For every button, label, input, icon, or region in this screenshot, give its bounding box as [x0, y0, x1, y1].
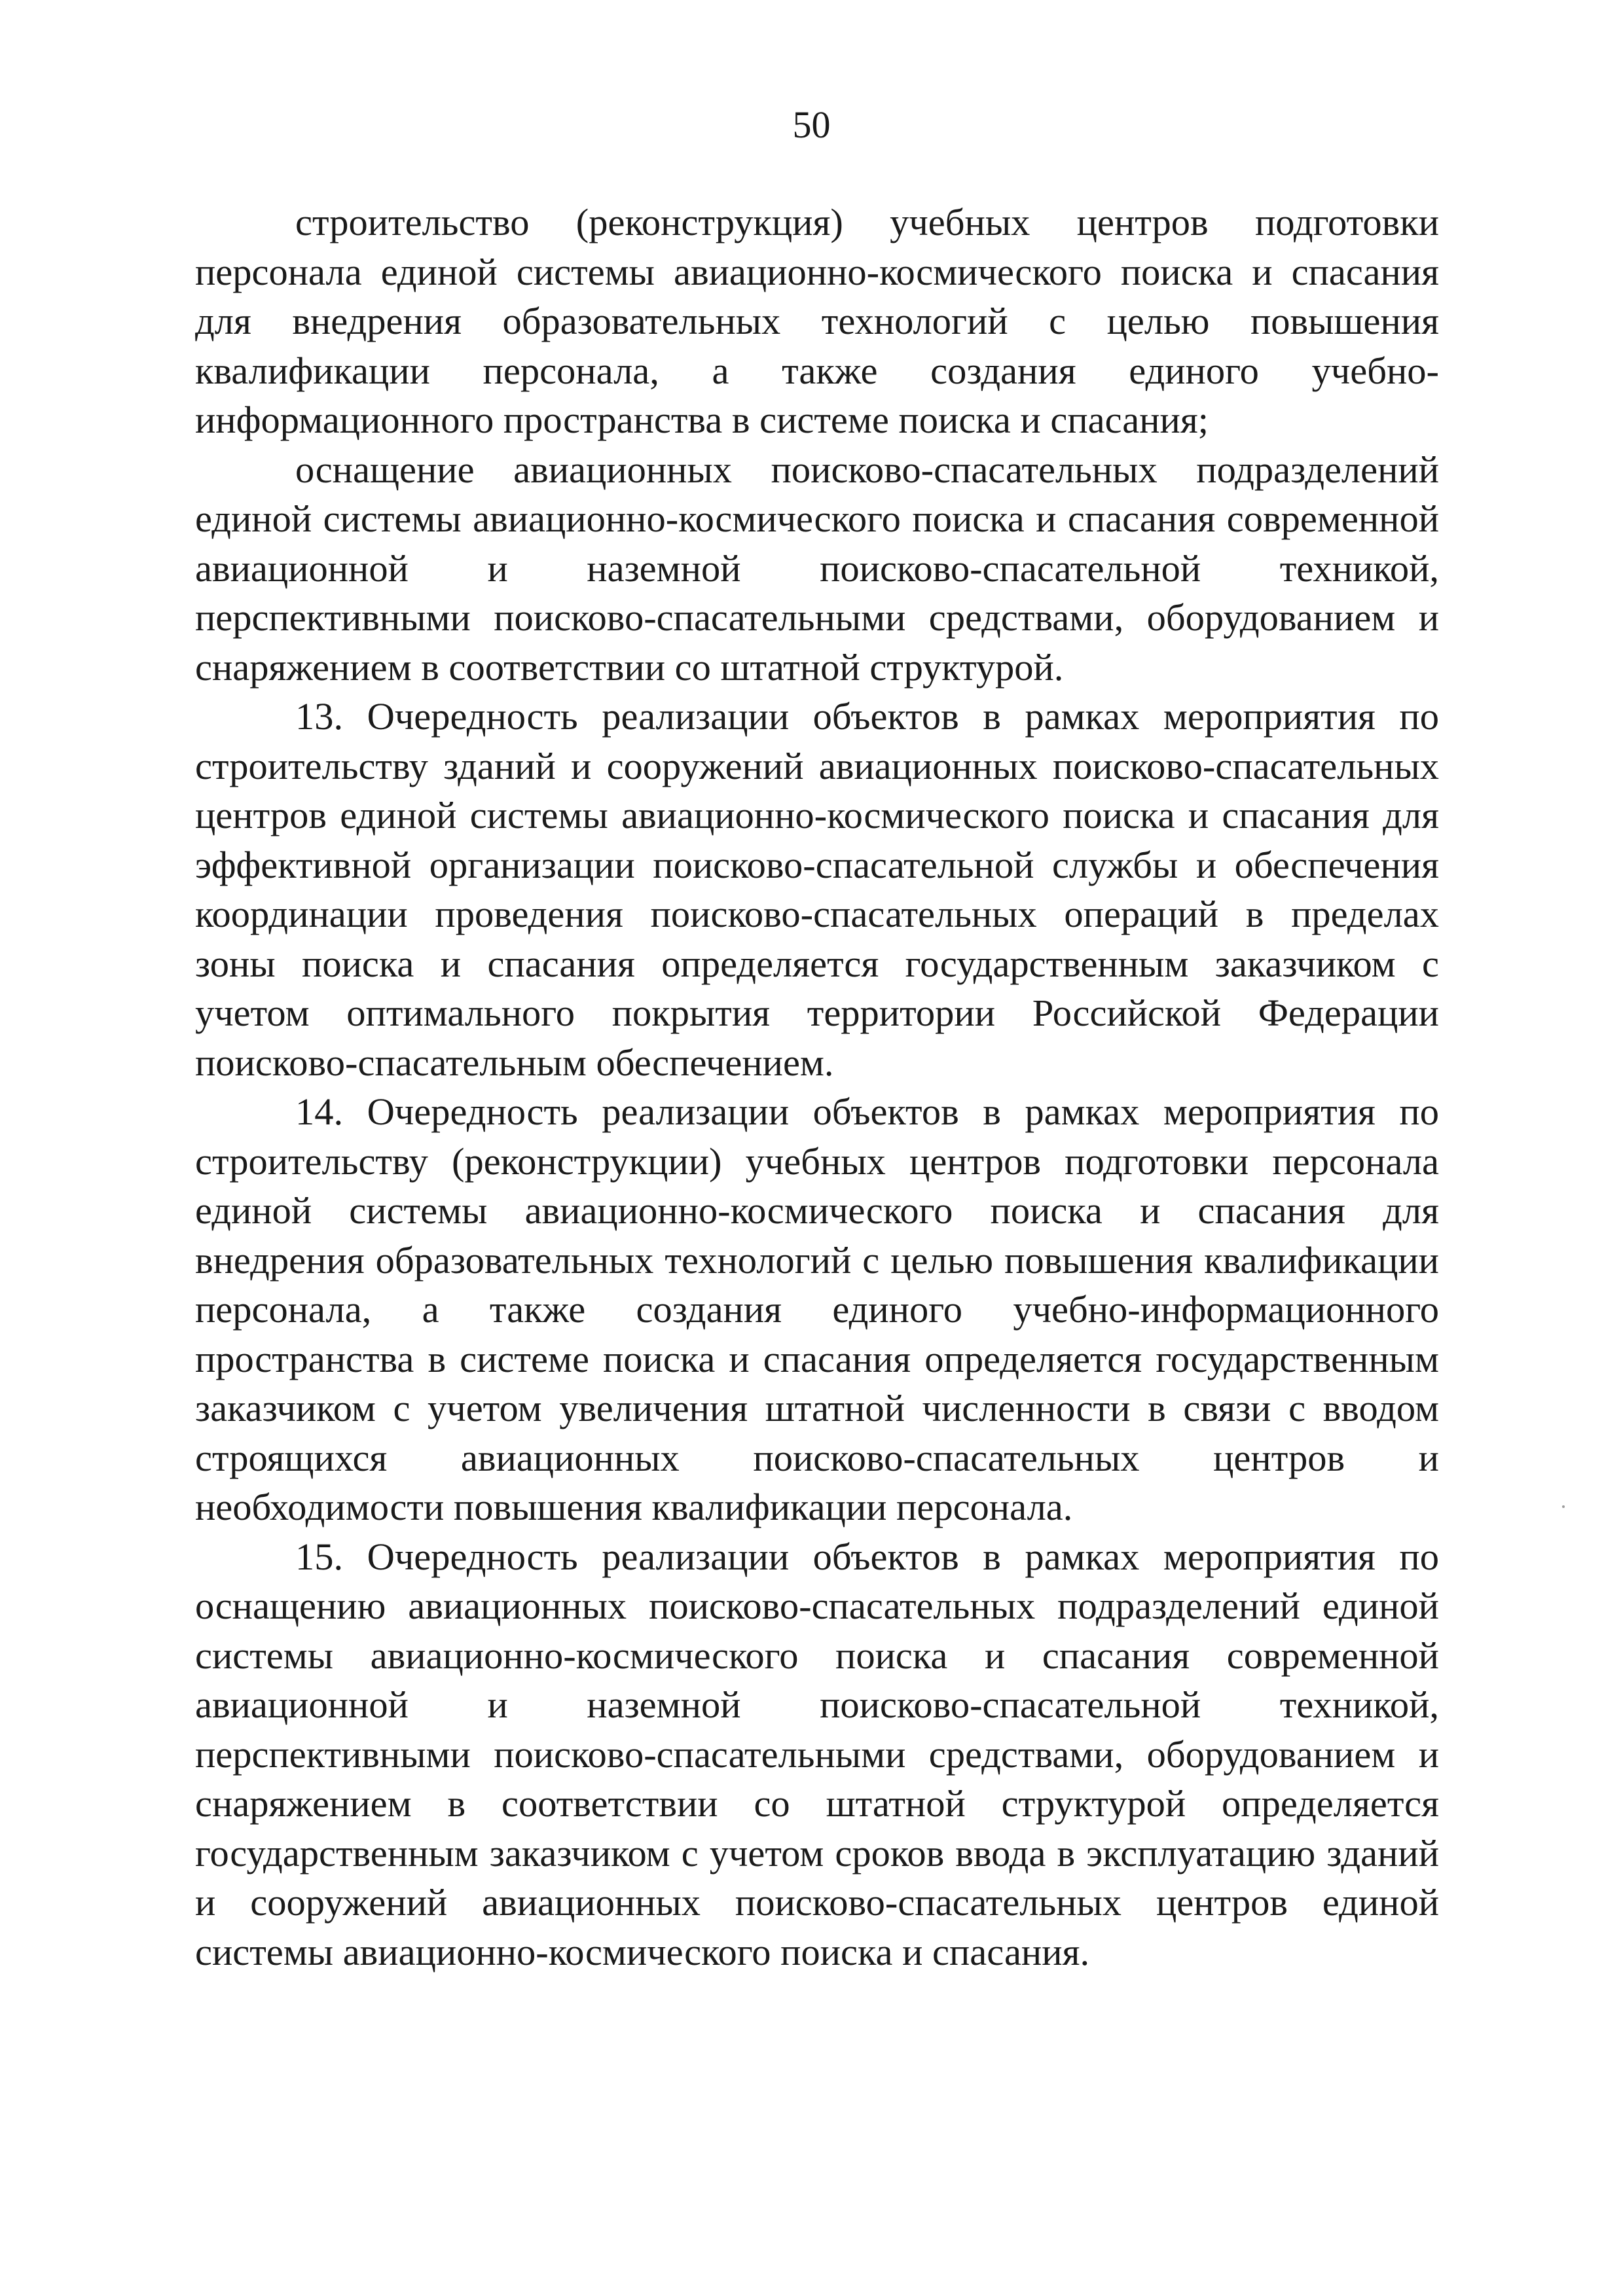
paragraph-item-14: 14. Очередность реализации объектов в рамках мероприятия по строительству (реконструкции) учебных центров подготовки персонала единой системы авиационно-космического поиска и спасания для внедрения образовательных технологий с целью повышения квалификации персонала, а также создания единого учебно-информационного пространства в системе поиска и спасания определяется государственным заказчиком с учетом увеличения штатной численности в связи с вводом строящихся авиационных поисково-спасательных центров и необходимости повышения квалификации персонала.: [195, 1090, 1439, 1528]
paragraph-equipment: оснащение авиационных поисково-спасательных подразделений единой системы авиационно-космического поиска и спасания современной авиационной и наземной поисково-спасательной техникой, перспективными поисково-спасательными средствами, оборудованием и снаряжением в соответствии со штатной структурой.: [195, 448, 1439, 689]
body-text: [195, 198, 1439, 1977]
scan-artifact-dot: [1562, 1505, 1565, 1508]
paragraph-item-13: 13. Очередность реализации объектов в рамках мероприятия по строительству зданий и сооружений авиационных поисково-спасательных центров единой системы авиационно-космического поиска и спасания для эффективной организации поисково-спасательной службы и обеспечения координации проведения поисково-спасательных операций в пределах зоны поиска и спасания определяется государственным заказчиком с учетом оптимального покрытия территории Российской Федерации поисково-спасательным обеспечением.: [195, 695, 1439, 1084]
page-number: 50: [792, 103, 831, 146]
paragraph-item-15: 15. Очередность реализации объектов в рамках мероприятия по оснащению авиационных поисково-спасательных подразделений единой системы авиационно-космического поиска и спасания современной авиационной и наземной поисково-спасательной техникой, перспективными поисково-спасательными средствами, оборудованием и снаряжением в соответствии со штатной структурой определяется государственным заказчиком с учетом сроков ввода в эксплуатацию зданий и сооружений авиационных поисково-спасательных центров единой системы авиационно-космического поиска и спасания.: [195, 1535, 1439, 1973]
paragraph-training-centers: строительство (реконструкция) учебных центров подготовки персонала единой системы авиационно-космического поиска и спасания для внедрения образовательных технологий с целью повышения квалификации персонала, а также создания единого учебно-информационного пространства в системе поиска и спасания;: [195, 201, 1439, 441]
